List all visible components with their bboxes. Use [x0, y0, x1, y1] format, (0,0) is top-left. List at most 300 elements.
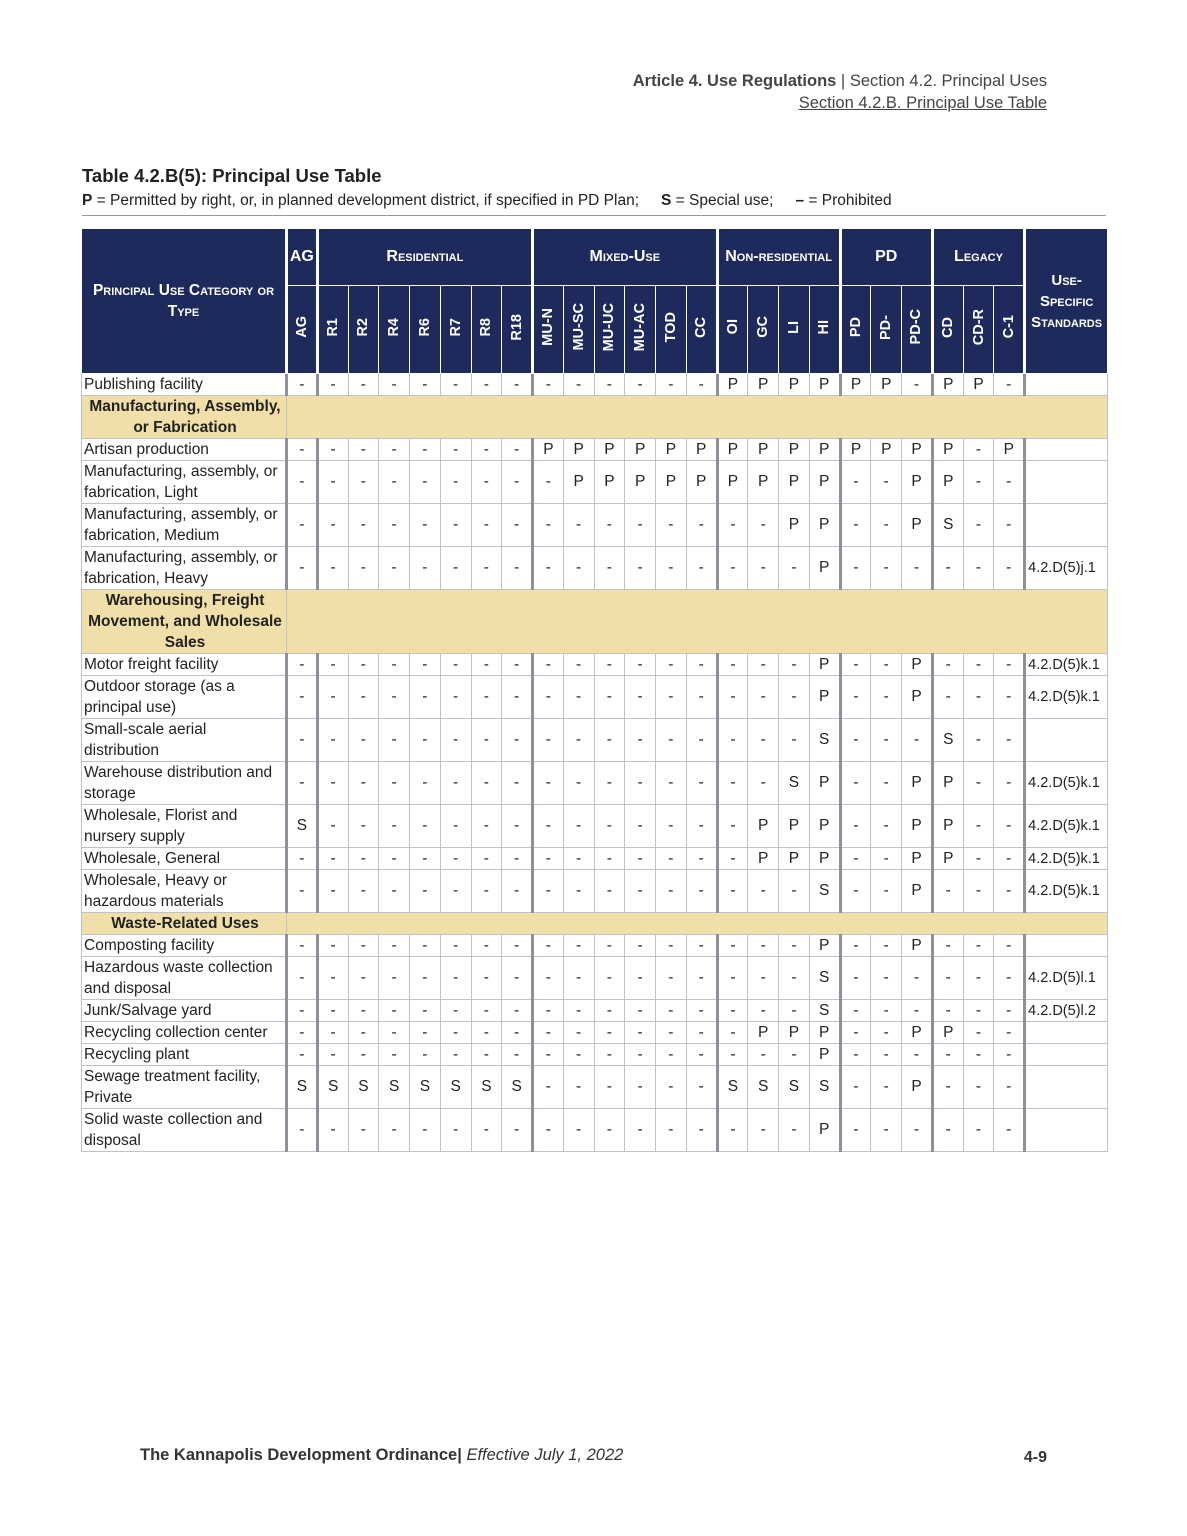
use-name: Outdoor storage (as a principal use)	[82, 676, 287, 719]
permission-cell: -	[656, 719, 687, 762]
permission-cell: -	[594, 1066, 625, 1109]
permission-cell: -	[625, 374, 656, 396]
permission-cell: S	[440, 1066, 471, 1109]
permission-cell: -	[656, 504, 687, 547]
permission-cell: -	[994, 762, 1025, 805]
district-header-tod: TOD	[656, 286, 687, 374]
permission-cell: -	[686, 654, 717, 676]
permission-cell: P	[932, 439, 963, 461]
permission-cell: -	[840, 504, 871, 547]
permission-cell: -	[287, 870, 318, 913]
permission-cell: -	[502, 374, 533, 396]
use-specific-standard	[1025, 1066, 1108, 1109]
district-header-r18: R18	[502, 286, 533, 374]
permission-cell: P	[779, 1022, 810, 1044]
permission-cell: -	[717, 957, 748, 1000]
table-row	[82, 374, 1108, 396]
permission-cell: -	[963, 762, 994, 805]
permission-cell: -	[748, 504, 779, 547]
permission-cell: -	[625, 1044, 656, 1066]
permission-cell: -	[963, 935, 994, 957]
article-title: Article 4. Use Regulations	[632, 72, 837, 90]
permission-cell: -	[717, 1044, 748, 1066]
legend-p-text: = Permitted by right, or, in planned development district, if specified in PD Plan;	[96, 192, 640, 209]
permission-cell: -	[471, 504, 502, 547]
use-name: Recycling collection center	[82, 1022, 287, 1044]
permission-cell: -	[287, 654, 318, 676]
legend-s-key: S	[661, 192, 672, 209]
permission-cell: -	[410, 957, 441, 1000]
permission-cell: -	[287, 762, 318, 805]
category-label: Waste-Related Uses	[82, 913, 287, 935]
district-header-c-1: C-1	[994, 286, 1025, 374]
permission-cell: P	[779, 504, 810, 547]
permission-cell: -	[779, 1109, 810, 1152]
permission-cell: P	[902, 935, 933, 957]
permission-cell: -	[963, 870, 994, 913]
permission-cell: -	[717, 870, 748, 913]
permission-cell: -	[348, 1022, 379, 1044]
permission-cell: -	[440, 1022, 471, 1044]
table-row	[82, 870, 1108, 913]
permission-cell: -	[625, 848, 656, 870]
use-specific-standard: 4.2.D(5)k.1	[1025, 805, 1108, 848]
permission-cell: P	[748, 439, 779, 461]
permission-cell: -	[379, 374, 410, 396]
permission-cell: -	[748, 676, 779, 719]
permission-cell: -	[379, 1109, 410, 1152]
permission-cell: -	[994, 504, 1025, 547]
permission-cell: P	[717, 439, 748, 461]
permission-cell: -	[440, 762, 471, 805]
permission-cell: -	[748, 654, 779, 676]
permission-cell: -	[963, 957, 994, 1000]
permission-cell: -	[871, 870, 902, 913]
permission-cell: -	[348, 805, 379, 848]
permission-cell: -	[625, 1066, 656, 1109]
permission-cell: -	[348, 676, 379, 719]
permission-cell: -	[594, 1044, 625, 1066]
use-specific-standard: 4.2.D(5)k.1	[1025, 676, 1108, 719]
permission-cell: P	[563, 461, 594, 504]
permission-cell: -	[471, 1022, 502, 1044]
permission-cell: -	[379, 848, 410, 870]
use-name: Warehouse distribution and storage	[82, 762, 287, 805]
permission-cell: -	[717, 654, 748, 676]
permission-cell: P	[748, 805, 779, 848]
permission-cell: -	[840, 935, 871, 957]
permission-cell: -	[686, 374, 717, 396]
permission-cell: -	[471, 848, 502, 870]
permission-cell: -	[594, 547, 625, 590]
permission-cell: -	[686, 1022, 717, 1044]
permission-cell: -	[440, 805, 471, 848]
effective-date: Effective July 1, 2022	[466, 1446, 624, 1464]
permission-cell: -	[502, 719, 533, 762]
permission-cell: -	[563, 374, 594, 396]
permission-cell: -	[563, 1022, 594, 1044]
permission-cell: -	[840, 547, 871, 590]
permission-cell: -	[533, 1066, 564, 1109]
permission-cell: -	[287, 1044, 318, 1066]
legend-p-key: P	[82, 192, 93, 209]
permission-cell: -	[471, 1000, 502, 1022]
permission-cell: -	[779, 1000, 810, 1022]
use-specific-standard	[1025, 1022, 1108, 1044]
permission-cell: -	[471, 676, 502, 719]
permission-cell: -	[994, 676, 1025, 719]
permission-cell: -	[471, 461, 502, 504]
permission-cell: S	[502, 1066, 533, 1109]
permission-cell: -	[656, 762, 687, 805]
permission-cell: P	[809, 935, 840, 957]
permission-cell: -	[748, 1000, 779, 1022]
permission-cell: P	[686, 461, 717, 504]
permission-cell: -	[410, 1044, 441, 1066]
principal-use-table	[81, 228, 1108, 1152]
permission-cell: -	[902, 1000, 933, 1022]
table-row	[82, 719, 1108, 762]
permission-cell: -	[963, 676, 994, 719]
permission-cell: -	[594, 1022, 625, 1044]
permission-cell: -	[533, 870, 564, 913]
permission-cell: -	[656, 654, 687, 676]
permission-cell: -	[348, 719, 379, 762]
permission-cell: -	[563, 1044, 594, 1066]
permission-cell: -	[932, 935, 963, 957]
permission-cell: -	[656, 848, 687, 870]
permission-cell: -	[440, 676, 471, 719]
permission-cell: -	[348, 461, 379, 504]
table-row	[82, 1000, 1108, 1022]
permission-cell: -	[994, 1066, 1025, 1109]
permission-cell: -	[410, 504, 441, 547]
legend-dash-key: –	[795, 192, 805, 209]
permission-cell: S	[932, 504, 963, 547]
permission-cell: -	[871, 805, 902, 848]
permission-cell: -	[533, 504, 564, 547]
permission-cell: -	[348, 547, 379, 590]
permission-cell: -	[871, 654, 902, 676]
page-footer	[140, 1446, 623, 1465]
permission-cell: -	[656, 935, 687, 957]
district-header-mu-ac: MU-AC	[625, 286, 656, 374]
permission-cell: -	[502, 1109, 533, 1152]
permission-cell: -	[963, 719, 994, 762]
permission-cell: -	[317, 1109, 348, 1152]
permission-cell: -	[471, 719, 502, 762]
permission-cell: -	[317, 848, 348, 870]
permission-cell: -	[717, 504, 748, 547]
permission-cell: -	[471, 654, 502, 676]
permission-cell: -	[932, 1066, 963, 1109]
permission-cell: S	[809, 957, 840, 1000]
permission-cell: P	[809, 1044, 840, 1066]
use-name: Small-scale aerial distribution	[82, 719, 287, 762]
permission-cell: -	[502, 1022, 533, 1044]
use-specific-standard	[1025, 719, 1108, 762]
permission-cell: -	[656, 1000, 687, 1022]
use-name: Composting facility	[82, 935, 287, 957]
table-row	[82, 654, 1108, 676]
permission-cell: -	[840, 1066, 871, 1109]
permission-cell: -	[871, 719, 902, 762]
permission-cell: -	[594, 957, 625, 1000]
permission-cell: P	[748, 461, 779, 504]
permission-cell: -	[440, 654, 471, 676]
permission-cell: -	[502, 676, 533, 719]
permission-cell: -	[533, 957, 564, 1000]
permission-cell: -	[410, 870, 441, 913]
use-specific-standard: 4.2.D(5)l.2	[1025, 1000, 1108, 1022]
permission-cell: -	[348, 1044, 379, 1066]
permission-cell: -	[748, 719, 779, 762]
permission-cell: -	[963, 439, 994, 461]
legend-dash-text: = Prohibited	[808, 192, 892, 209]
permission-cell: -	[502, 654, 533, 676]
permission-cell: S	[317, 1066, 348, 1109]
permission-cell: -	[287, 1109, 318, 1152]
permission-cell: -	[440, 719, 471, 762]
permission-cell: -	[748, 957, 779, 1000]
permission-cell: -	[410, 654, 441, 676]
permission-cell: -	[563, 957, 594, 1000]
use-name: Manufacturing, assembly, or fabrication, Heavy	[82, 547, 287, 590]
permission-cell: -	[840, 654, 871, 676]
table-title: Table 4.2.B(5): Principal Use Table	[82, 165, 382, 186]
use-specific-standard	[1025, 1044, 1108, 1066]
permission-cell: -	[379, 654, 410, 676]
permission-cell: -	[317, 654, 348, 676]
permission-cell: -	[994, 870, 1025, 913]
permission-cell: -	[379, 957, 410, 1000]
permission-cell: -	[840, 1044, 871, 1066]
permission-cell: -	[563, 719, 594, 762]
permission-cell: -	[287, 439, 318, 461]
permission-cell: -	[871, 1000, 902, 1022]
permission-cell: S	[717, 1066, 748, 1109]
permission-cell: S	[809, 719, 840, 762]
permission-cell: -	[963, 1022, 994, 1044]
permission-cell: -	[625, 1000, 656, 1022]
permission-cell: -	[410, 374, 441, 396]
subsection-title: Section 4.2.B. Principal Use Table	[798, 94, 1047, 112]
permission-cell: -	[594, 805, 625, 848]
permission-cell: -	[440, 870, 471, 913]
district-header-r2: R2	[348, 286, 379, 374]
district-header-oi: OI	[717, 286, 748, 374]
permission-cell: -	[717, 1109, 748, 1152]
permission-cell: -	[748, 1109, 779, 1152]
permission-cell: -	[533, 676, 564, 719]
permission-cell: -	[871, 504, 902, 547]
use-specific-standard: 4.2.D(5)l.1	[1025, 957, 1108, 1000]
permission-cell: -	[379, 762, 410, 805]
permission-cell: -	[410, 547, 441, 590]
permission-cell: -	[686, 848, 717, 870]
permission-cell: -	[502, 870, 533, 913]
permission-cell: -	[656, 1044, 687, 1066]
category-row	[82, 590, 1108, 654]
permission-cell: -	[471, 935, 502, 957]
permission-cell: -	[994, 719, 1025, 762]
use-name: Recycling plant	[82, 1044, 287, 1066]
permission-cell: -	[625, 654, 656, 676]
permission-cell: -	[871, 1109, 902, 1152]
permission-cell: -	[902, 719, 933, 762]
permission-cell: -	[963, 504, 994, 547]
permission-cell: -	[871, 935, 902, 957]
permission-cell: -	[686, 870, 717, 913]
permission-cell: -	[533, 1000, 564, 1022]
district-header-r6: R6	[410, 286, 441, 374]
permission-cell: -	[625, 676, 656, 719]
permission-cell: S	[410, 1066, 441, 1109]
permission-cell: -	[533, 848, 564, 870]
permission-cell: -	[410, 762, 441, 805]
permission-cell: -	[410, 1000, 441, 1022]
permission-cell: P	[625, 461, 656, 504]
permission-cell: -	[410, 935, 441, 957]
permission-cell: -	[748, 1044, 779, 1066]
permission-cell: S	[932, 719, 963, 762]
permission-cell: -	[994, 957, 1025, 1000]
page-number: 4-9	[1023, 1449, 1047, 1466]
permission-cell: -	[625, 762, 656, 805]
permission-cell: P	[871, 374, 902, 396]
permission-cell: -	[625, 504, 656, 547]
permission-cell: -	[563, 870, 594, 913]
permission-cell: -	[379, 676, 410, 719]
permission-cell: -	[963, 1109, 994, 1152]
permission-cell: S	[779, 1066, 810, 1109]
permission-cell: -	[871, 461, 902, 504]
permission-cell: -	[686, 504, 717, 547]
permission-cell: -	[902, 957, 933, 1000]
permission-cell: -	[410, 1022, 441, 1044]
permission-cell: -	[533, 1044, 564, 1066]
district-header-mu-sc: MU-SC	[563, 286, 594, 374]
permission-cell: -	[317, 676, 348, 719]
permission-cell: -	[533, 1109, 564, 1152]
permission-cell: -	[656, 957, 687, 1000]
permission-cell: -	[563, 935, 594, 957]
permission-cell: S	[779, 762, 810, 805]
permission-cell: P	[902, 461, 933, 504]
category-label: Manufacturing, Assembly, or Fabrication	[82, 396, 287, 439]
table-row	[82, 848, 1108, 870]
permission-cell: -	[410, 848, 441, 870]
permission-cell: -	[502, 805, 533, 848]
permission-cell: -	[871, 547, 902, 590]
permission-cell: -	[686, 1000, 717, 1022]
permission-cell: -	[379, 719, 410, 762]
permission-cell: -	[502, 547, 533, 590]
principal-use-category-header: Principal Use Category or Type	[82, 229, 287, 374]
permission-cell: -	[348, 935, 379, 957]
permission-cell: -	[625, 1109, 656, 1152]
permission-cell: -	[502, 848, 533, 870]
permission-cell: -	[625, 957, 656, 1000]
permission-cell: -	[963, 461, 994, 504]
permission-cell: -	[994, 1109, 1025, 1152]
permission-cell: -	[379, 504, 410, 547]
permission-cell: P	[902, 1022, 933, 1044]
permission-cell: -	[440, 935, 471, 957]
district-header-r7: R7	[440, 286, 471, 374]
permission-cell: -	[348, 374, 379, 396]
permission-cell: -	[287, 935, 318, 957]
permission-cell: -	[594, 848, 625, 870]
permission-cell: -	[994, 935, 1025, 957]
permission-cell: S	[809, 870, 840, 913]
permission-cell: -	[317, 762, 348, 805]
permission-cell: -	[779, 676, 810, 719]
permission-cell: -	[348, 870, 379, 913]
use-name: Manufacturing, assembly, or fabrication, Medium	[82, 504, 287, 547]
permission-cell: -	[533, 1022, 564, 1044]
permission-cell: -	[994, 374, 1025, 396]
permission-cell: -	[502, 762, 533, 805]
district-header-mu-uc: MU-UC	[594, 286, 625, 374]
permission-cell: P	[809, 848, 840, 870]
permission-cell: P	[994, 439, 1025, 461]
permission-cell: -	[717, 1000, 748, 1022]
use-specific-standard: 4.2.D(5)k.1	[1025, 762, 1108, 805]
district-header-r8: R8	[471, 286, 502, 374]
footer-separator: |	[457, 1446, 462, 1464]
section-title: Section 4.2. Principal Uses	[849, 72, 1047, 90]
permission-cell: P	[779, 805, 810, 848]
permission-cell: -	[471, 957, 502, 1000]
table-row	[82, 439, 1108, 461]
permission-cell: -	[348, 957, 379, 1000]
permission-cell: -	[963, 1044, 994, 1066]
permission-cell: -	[348, 1000, 379, 1022]
permission-cell: -	[502, 461, 533, 504]
permission-cell: P	[779, 439, 810, 461]
permission-cell: -	[686, 762, 717, 805]
permission-cell: -	[871, 1022, 902, 1044]
permission-cell: -	[379, 1000, 410, 1022]
permission-cell: P	[932, 805, 963, 848]
use-specific-standard: 4.2.D(5)k.1	[1025, 654, 1108, 676]
district-header-cc: CC	[686, 286, 717, 374]
table-row	[82, 935, 1108, 957]
permission-cell: -	[379, 1044, 410, 1066]
permission-cell: -	[594, 870, 625, 913]
permission-cell: P	[594, 461, 625, 504]
permission-cell: -	[287, 676, 318, 719]
use-specific-standard: 4.2.D(5)k.1	[1025, 870, 1108, 913]
district-header-pd-c: PD-C	[902, 286, 933, 374]
permission-cell: -	[779, 957, 810, 1000]
permission-cell: -	[932, 1000, 963, 1022]
category-label: Warehousing, Freight Movement, and Wholesale Sales	[82, 590, 287, 654]
permission-cell: -	[533, 654, 564, 676]
permission-cell: P	[963, 374, 994, 396]
use-name: Solid waste collection and disposal	[82, 1109, 287, 1152]
permission-cell: -	[533, 374, 564, 396]
permission-cell: -	[963, 1000, 994, 1022]
permission-cell: P	[902, 805, 933, 848]
table-row	[82, 1066, 1108, 1109]
permission-cell: -	[717, 935, 748, 957]
legend-s-text: = Special use;	[675, 192, 774, 209]
permission-cell: -	[994, 1044, 1025, 1066]
permission-cell: -	[779, 654, 810, 676]
permission-cell: P	[748, 848, 779, 870]
